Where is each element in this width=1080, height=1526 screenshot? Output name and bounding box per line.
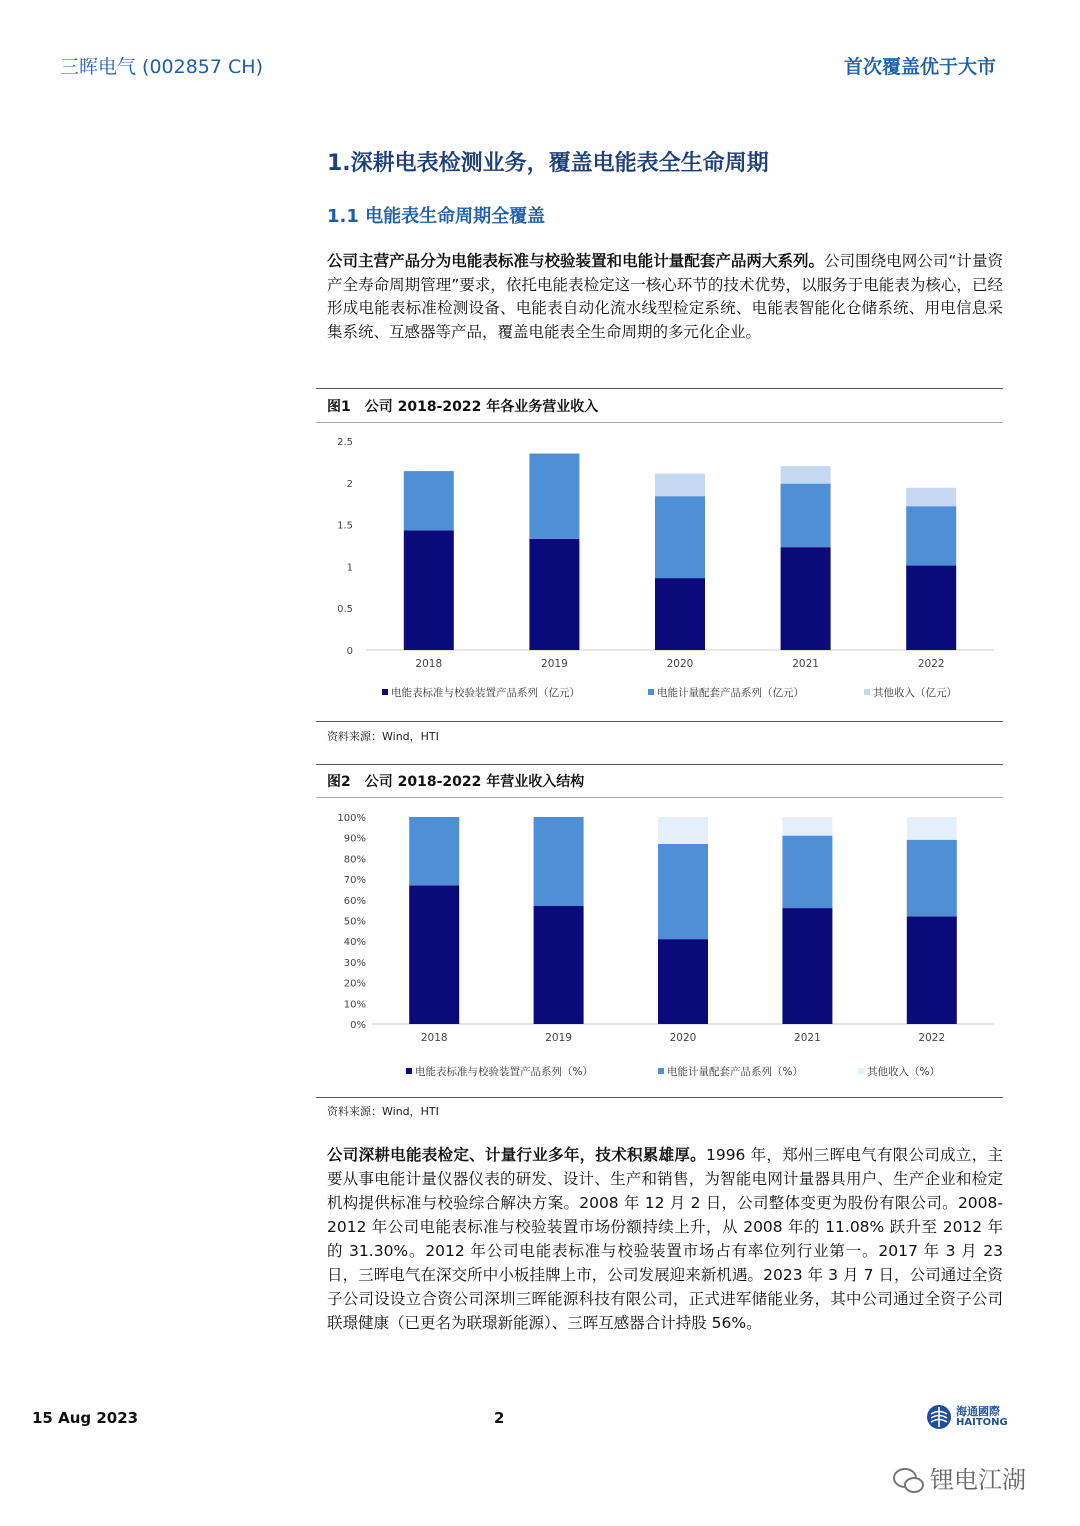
section-heading: 1.深耕电表检测业务，覆盖电能表全生命周期 <box>327 151 769 176</box>
x-tick-label: 2018 <box>420 1032 448 1044</box>
header-company: 三晖电气 (002857 CH) <box>60 56 263 78</box>
bar-segment <box>907 817 957 840</box>
bar-segment <box>906 506 956 565</box>
x-tick-label: 2021 <box>794 1032 821 1044</box>
fig1-chart <box>316 424 1003 714</box>
bar-segment <box>906 566 956 650</box>
y-tick-label: 100% <box>337 813 366 824</box>
bar-segment <box>534 817 584 906</box>
bar-segment <box>658 939 708 1024</box>
x-tick-label: 2019 <box>545 1032 572 1044</box>
bar-segment <box>655 474 705 497</box>
footer-date: 15 Aug 2023 <box>32 1409 139 1427</box>
legend-swatch <box>382 689 388 695</box>
bar-segment <box>404 530 454 650</box>
y-tick-label: 0% <box>350 1020 366 1031</box>
fig1-title-rule <box>316 422 1003 423</box>
x-tick-label: 2020 <box>666 658 694 670</box>
legend-swatch <box>864 689 870 695</box>
legend-label: 电能表标准与校验装置产品系列（%） <box>415 1066 593 1078</box>
x-tick-label: 2022 <box>918 1032 946 1044</box>
y-tick-label: 10% <box>343 999 366 1011</box>
bar-segment <box>781 484 831 548</box>
bar-segment <box>907 840 957 917</box>
y-tick-label: 0.5 <box>337 604 353 616</box>
y-tick-label: 20% <box>343 978 366 990</box>
bar-segment <box>409 817 459 885</box>
y-tick-label: 90% <box>343 833 366 845</box>
y-tick-label: 30% <box>343 957 366 969</box>
fig2-chart <box>316 800 1003 1090</box>
fig1-title: 图1 公司 2018-2022 年各业务营业收入 <box>327 399 599 415</box>
legend-label: 其他收入（%） <box>867 1066 940 1078</box>
subsection-heading: 1.1 电能表生命周期全覆盖 <box>327 206 546 227</box>
intro-body: 公司围绕电网公司“计量资产全寿命周期管理”要求，依托电能表检定这一核心环节的技术优势，以服务于电能表为核心，已经形成电能表标准检测设备、电能表自动化流水线型检定系统、电能表智能化仓储系统、用电信息采集系统、互感器等产品，覆盖电能表全生命周期的多元化企业。 <box>327 252 1003 341</box>
bar-segment <box>781 547 831 650</box>
history-body: 1996 年，郑州三晖电气有限公司成立，主要从事电能计量仪器仪表的研发、设计、生产和销售，为智能电网计量器具用户、生产企业和检定机构提供标准与校验综合解决方案。2008 年 12 月 2 日，公司整体变更为股份有限公司。2008-2012 年公司电能表标准与校验装置市场份额持续上升，从 2008 年的 11.08% 跃升至 2012 年的 31.30%。2012 年公司电能表标准与校验装置市场占有率位列行业第一。2017 年 3 月 23 日，三晖电气在深交所中小板挂牌上市，公司发展迎来新机遇。2023 年 3 月 7 日，公司通过全资子公司设设立合资公司深圳三晖能源科技有限公司，正式进军储能业务，其中公司通过全资子公司联璟健康（已更名为联璟新能源）、三晖互感器合计持股 56%。 <box>327 1146 1003 1332</box>
wechat-watermark <box>892 1460 1026 1496</box>
history-paragraph <box>327 1143 1003 1335</box>
bar-segment <box>782 908 832 1024</box>
header-rating: 首次覆盖优于大市 <box>843 56 996 78</box>
intro-lead: 公司主营产品分为电能表标准与校验装置和电能计量配套产品两大系列。 <box>327 252 825 270</box>
legend-swatch <box>858 1068 864 1074</box>
legend-label: 电能计量配套产品系列（%） <box>667 1066 803 1078</box>
fig1-bottom-rule <box>316 721 1003 722</box>
bar-segment <box>404 471 454 530</box>
bar-segment <box>658 817 708 844</box>
logo-text-en: HAITONG <box>956 1417 1008 1428</box>
legend-label: 电能计量配套产品系列（亿元） <box>657 687 804 699</box>
x-tick-label: 2019 <box>541 658 568 670</box>
haitong-logo <box>926 1402 1016 1432</box>
x-tick-label: 2020 <box>669 1032 697 1044</box>
wechat-icon <box>892 1466 926 1496</box>
x-tick-label: 2022 <box>917 658 945 670</box>
legend-swatch <box>658 1068 664 1074</box>
bar-segment <box>655 578 705 650</box>
y-tick-label: 80% <box>343 854 366 866</box>
fig2-title-rule <box>316 797 1003 798</box>
x-tick-label: 2021 <box>792 658 819 670</box>
watermark-text: 锂电江湖 <box>930 1466 1026 1494</box>
fig1-source: 资料来源：Wind，HTI <box>327 730 439 743</box>
fig2-top-rule <box>316 764 1003 765</box>
bar-segment <box>782 836 832 908</box>
intro-paragraph <box>327 250 1003 344</box>
y-tick-label: 0 <box>346 646 353 657</box>
bar-segment <box>907 916 957 1024</box>
y-tick-label: 40% <box>343 937 366 949</box>
fig2-source: 资料来源：Wind，HTI <box>327 1105 439 1118</box>
haitong-logo-icon <box>926 1404 952 1430</box>
legend-swatch <box>406 1068 412 1074</box>
y-tick-label: 1 <box>346 562 353 574</box>
y-tick-label: 60% <box>343 895 366 907</box>
y-tick-label: 2.5 <box>337 437 353 448</box>
footer-page-number: 2 <box>494 1409 505 1427</box>
y-tick-label: 50% <box>343 916 366 928</box>
bar-segment <box>529 539 579 650</box>
bar-segment <box>658 844 708 939</box>
x-tick-label: 2018 <box>415 658 443 670</box>
logo-text-zh: 海通國際 <box>956 1405 1000 1418</box>
fig1-top-rule <box>316 388 1003 389</box>
bar-segment <box>529 454 579 539</box>
bar-segment <box>781 466 831 484</box>
bar-segment <box>655 496 705 578</box>
fig2-bottom-rule <box>316 1097 1003 1098</box>
history-lead: 公司深耕电能表检定、计量行业多年，技术积累雄厚。 <box>327 1146 706 1164</box>
legend-label: 其他收入（亿元） <box>873 687 957 699</box>
fig2-title: 图2 公司 2018-2022 年营业收入结构 <box>327 774 585 790</box>
y-tick-label: 2 <box>346 478 353 490</box>
bar-segment <box>534 906 584 1024</box>
legend-swatch <box>648 689 654 695</box>
bar-segment <box>906 488 956 506</box>
y-tick-label: 70% <box>343 875 366 887</box>
y-tick-label: 1.5 <box>337 520 353 532</box>
bar-segment <box>409 885 459 1024</box>
legend-label: 电能表标准与校验装置产品系列（亿元） <box>391 687 580 699</box>
bar-segment <box>782 817 832 836</box>
